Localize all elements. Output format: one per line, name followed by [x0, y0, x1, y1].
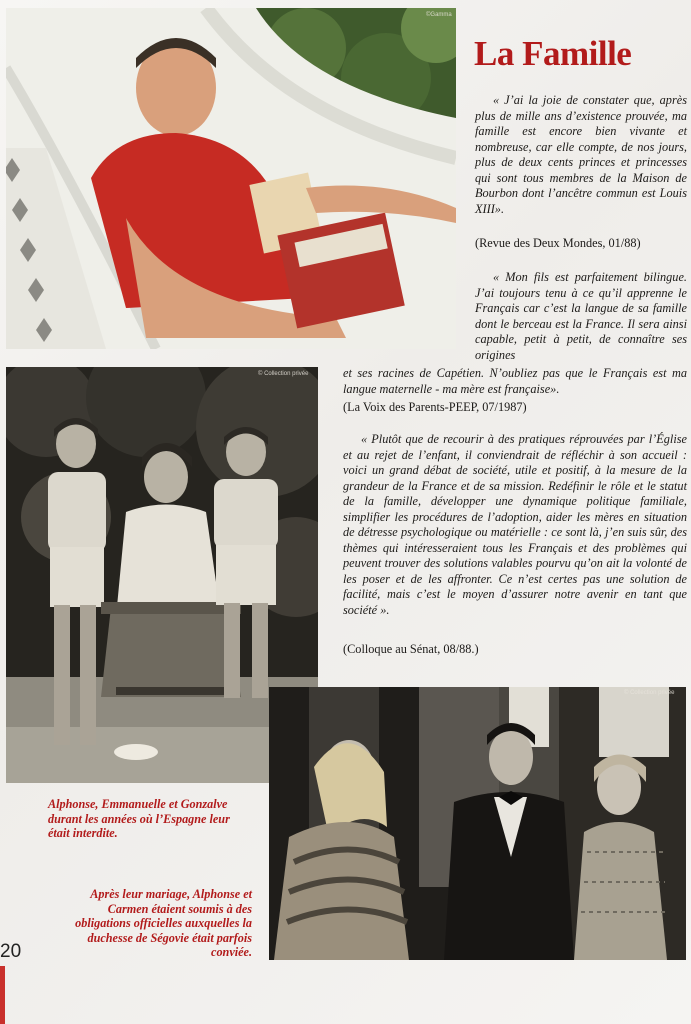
credit-children: © Collection privée — [258, 371, 309, 377]
quote-1-text: « J’ai la joie de constater que, après plus de mille ans d’existence prouvée, ma famille est encore bien vivante et nombreuse, car elle compte, de nos jours, plus de deux cents princes et princesses qui sont tous membres de la Maison de Bourbon dont l’ancêtre commun est Louis XIII». — [475, 93, 687, 216]
page-number: 20 — [0, 941, 22, 962]
quote-2-text-a: « Mon fils est parfaitement bilingue. J’ai toujours tenu à ce qu’il apprenne le Français car c’est la langue de sa famille dont le berceau est la France. Il sera ainsi capable, petit à petit, de connaître ses origines — [475, 270, 687, 362]
page-edge-bar — [0, 966, 5, 1024]
photo-hammock — [6, 8, 456, 349]
caption-wedding: Après leur mariage, Alphonse et Carmen étaient soumis à des obligations officielles auxquelles la duchesse de Ségovie était parfois conviée. — [75, 887, 252, 959]
quote-2-source: (La Voix des Parents-PEEP, 07/1987) — [343, 400, 527, 414]
quote-3-text: « Plutôt que de recourir à des pratiques réprouvées par l’Église et au rejet de l’enfant, il conviendrait de réfléchir à son accueil : voici un grand débat de société, utile et positif, à la mesure de la grandeur de la France et de sa mission. Redéfinir le rôle et le statut de la famille, développer une dynamique politique familiale, simplifier les procédures de l’adoption, aider les mères en situation de détresse psychologique ou matérielle : ce sont là, j’en suis sûr, des thèmes qui intéresseraient tous les Français et des problèmes qui peuvent trouver des solutions valables pourvu qu’on ait la volonté de les poser et de les affronter. Ce n’est certes pas une solution de facilité, mais c’est le moyen d’assurer notre avenir en tant que société ». — [343, 432, 687, 618]
quote-3-source: (Colloque au Sénat, 08/88.) — [343, 642, 479, 656]
caption-children: Alphonse, Emmanuelle et Gonzalve durant les années où l’Espagne leur était interdite. — [48, 797, 230, 840]
credit-hammock: ©Gamma — [426, 12, 452, 18]
quote-1-source: (Revue des Deux Mondes, 01/88) — [475, 236, 641, 250]
page-title: La Famille — [474, 34, 632, 73]
quote-2-text-b: et ses racines de Capétien. N’oubliez pas que le Français est ma langue maternelle - ma mère est française». — [343, 366, 687, 396]
credit-event: © Collection privée — [624, 690, 675, 696]
photo-event — [269, 687, 686, 960]
